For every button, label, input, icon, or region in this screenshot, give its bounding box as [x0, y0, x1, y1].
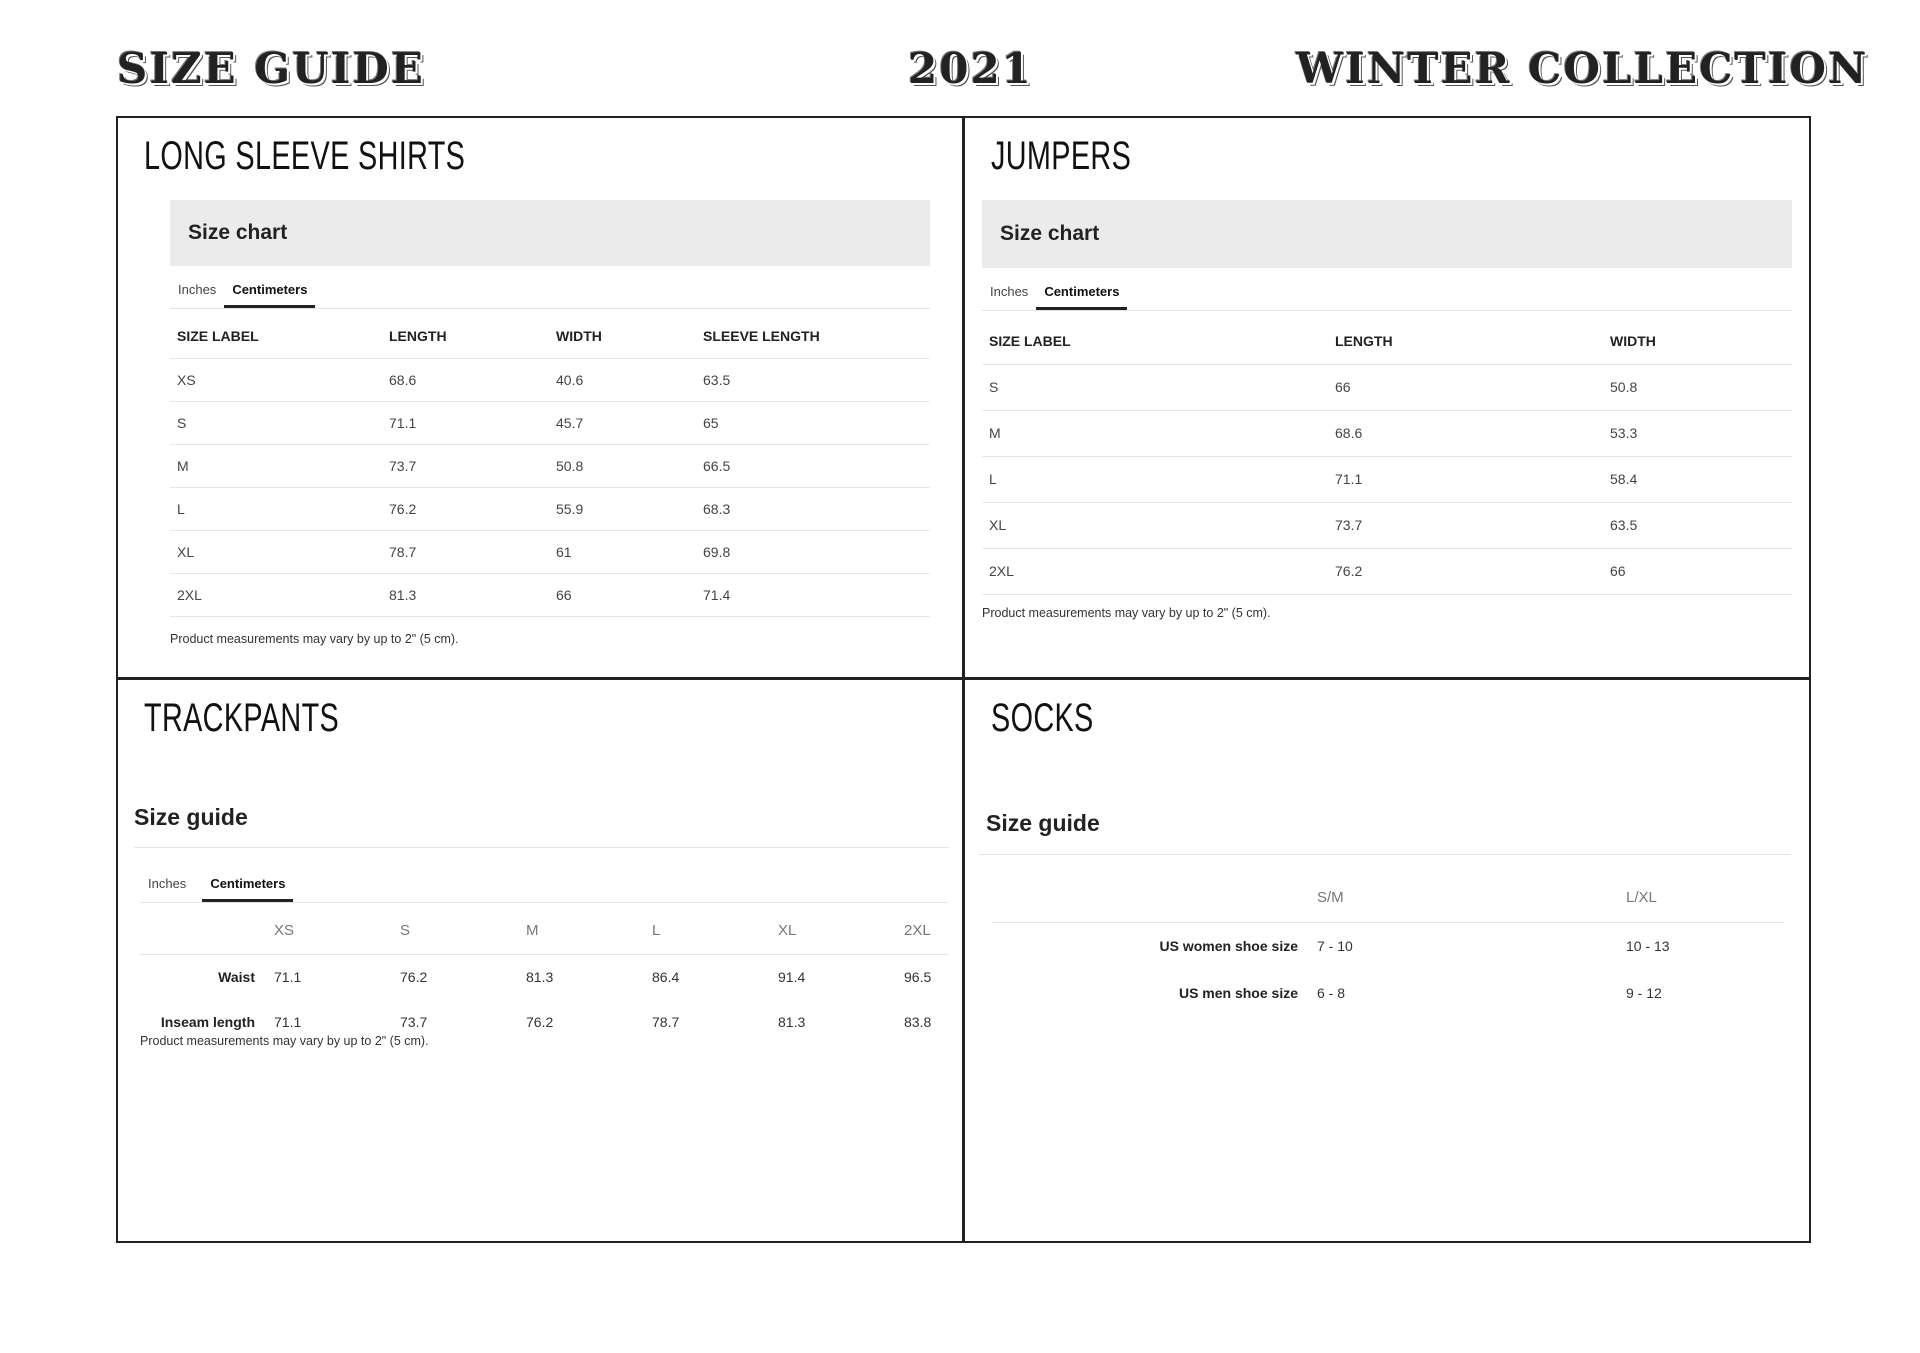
- table-row: [992, 969, 1784, 1016]
- table-cell: 66: [1328, 364, 1603, 410]
- table-cell: 45.7: [549, 401, 696, 444]
- table-cell: 81.3: [778, 1014, 806, 1030]
- header-year: 2021: [908, 44, 1033, 93]
- long-sleeve-chart-header: [170, 200, 930, 266]
- table-cell: 66: [1603, 548, 1792, 594]
- column-header: SIZE LABEL: [177, 328, 259, 345]
- table-cell: 68.6: [1328, 410, 1603, 456]
- table-cell: 81.3: [382, 573, 549, 616]
- table-cell: S: [170, 401, 382, 444]
- row-label: Inseam length: [160, 1014, 255, 1030]
- table-row: [170, 530, 930, 573]
- table-row: [170, 444, 930, 487]
- column-header: WIDTH: [1610, 333, 1656, 350]
- size-column-header: M: [526, 922, 539, 940]
- table-cell: 69.8: [696, 530, 930, 573]
- table-cell: 78.7: [652, 1014, 680, 1030]
- table-cell: 63.5: [1603, 502, 1792, 548]
- table-cell: M: [982, 410, 1328, 456]
- table-cell: 40.6: [549, 358, 696, 401]
- jumpers-section: [965, 118, 1811, 677]
- table-row: [982, 364, 1792, 410]
- table-cell: 68.6: [382, 358, 549, 401]
- tab-inches[interactable]: Inches: [178, 282, 217, 297]
- table-cell: 68.3: [696, 487, 930, 530]
- table-cell: XS: [170, 358, 382, 401]
- table-row: [992, 922, 1784, 969]
- socks-title: SOCKS: [991, 696, 1094, 740]
- divider: [979, 854, 1791, 855]
- column-header: SIZE LABEL: [989, 333, 1071, 350]
- table-cell: 73.7: [1328, 502, 1603, 548]
- table-cell: 65: [696, 401, 930, 444]
- table-cell: 6 - 8: [1317, 984, 1346, 1001]
- tab-inches[interactable]: Inches: [990, 284, 1029, 299]
- table-cell: 76.2: [526, 1014, 554, 1030]
- size-column-header: L/XL: [1626, 889, 1657, 907]
- column-header: LENGTH: [389, 328, 447, 345]
- jumpers-title: JUMPERS: [991, 134, 1132, 178]
- long-sleeve-section: [118, 118, 962, 677]
- size-column-header: S/M: [1317, 889, 1344, 907]
- row-label: US women shoe size: [1159, 937, 1298, 954]
- size-chart-label: Size chart: [188, 221, 288, 244]
- table-cell: 71.1: [382, 401, 549, 444]
- size-column-header: 2XL: [904, 922, 931, 940]
- header-collection: WINTER COLLECTION: [1296, 44, 1869, 93]
- table-cell: 76.2: [400, 969, 428, 986]
- tab-centimeters[interactable]: Centimeters: [202, 872, 293, 902]
- tab-centimeters[interactable]: Centimeters: [1036, 280, 1127, 310]
- table-cell: 96.5: [904, 969, 932, 986]
- tab-centimeters[interactable]: Centimeters: [224, 278, 315, 308]
- size-guide-grid: [116, 116, 1811, 1243]
- size-guide-label: Size guide: [986, 810, 1100, 836]
- size-column-header: XS: [274, 922, 295, 940]
- table-cell: 9 - 12: [1626, 984, 1662, 1001]
- size-guide-label: Size guide: [134, 804, 248, 830]
- table-cell: 7 - 10: [1317, 937, 1353, 954]
- tab-inches[interactable]: Inches: [148, 876, 187, 891]
- measurement-note: Product measurements may vary by up to 2" (5 cm).: [170, 632, 459, 646]
- table-cell: 86.4: [652, 969, 680, 986]
- column-header: LENGTH: [1335, 333, 1393, 350]
- table-cell: 50.8: [1603, 364, 1792, 410]
- table-row: [170, 573, 930, 616]
- table-cell: 91.4: [778, 969, 806, 986]
- table-row: [982, 456, 1792, 502]
- table-cell: XL: [170, 530, 382, 573]
- table-row: [982, 548, 1792, 594]
- table-cell: 73.7: [400, 1014, 428, 1030]
- table-row: [140, 954, 948, 1000]
- table-cell: 73.7: [382, 444, 549, 487]
- jumpers-size-table: [982, 319, 1792, 595]
- trackpants-section: [118, 680, 962, 1243]
- table-cell: 71.1: [1328, 456, 1603, 502]
- socks-size-table: [992, 874, 1784, 1016]
- divider: [134, 847, 949, 848]
- column-header: SLEEVE LENGTH: [703, 328, 820, 345]
- measurement-note: Product measurements may vary by up to 2" (5 cm).: [982, 606, 1271, 620]
- trackpants-title: TRACKPANTS: [144, 696, 340, 740]
- jumpers-unit-tabs: [982, 280, 1792, 311]
- column-header: WIDTH: [556, 328, 602, 345]
- table-cell: 61: [549, 530, 696, 573]
- size-column-header: S: [400, 922, 411, 940]
- table-cell: S: [982, 364, 1328, 410]
- table-cell: M: [170, 444, 382, 487]
- table-cell: 50.8: [549, 444, 696, 487]
- table-cell: 10 - 13: [1626, 937, 1670, 954]
- socks-section: [965, 680, 1811, 1243]
- size-chart-label: Size chart: [1000, 222, 1100, 245]
- table-cell: 71.1: [274, 1014, 302, 1030]
- trackpants-size-table: [140, 908, 948, 1044]
- table-cell: 2XL: [982, 548, 1328, 594]
- size-column-header: XL: [778, 922, 797, 940]
- table-cell: 58.4: [1603, 456, 1792, 502]
- table-row: [170, 487, 930, 530]
- trackpants-unit-tabs: [140, 872, 948, 903]
- measurement-note: Product measurements may vary by up to 2" (5 cm).: [140, 1034, 429, 1048]
- size-column-header: L: [652, 922, 661, 940]
- long-sleeve-size-table: [170, 315, 930, 617]
- table-cell: 2XL: [170, 573, 382, 616]
- table-cell: 78.7: [382, 530, 549, 573]
- header-size-guide: SIZE GUIDE: [117, 44, 425, 93]
- table-row: [170, 358, 930, 401]
- long-sleeve-unit-tabs: [170, 278, 930, 309]
- table-cell: 66.5: [696, 444, 930, 487]
- table-cell: 76.2: [1328, 548, 1603, 594]
- table-row: [170, 401, 930, 444]
- row-label: Waist: [218, 969, 255, 986]
- table-cell: 83.8: [904, 1014, 932, 1030]
- table-cell: 81.3: [526, 969, 554, 986]
- table-cell: 63.5: [696, 358, 930, 401]
- table-cell: 71.1: [274, 969, 302, 986]
- table-row: [982, 410, 1792, 456]
- table-cell: 55.9: [549, 487, 696, 530]
- table-cell: L: [170, 487, 382, 530]
- jumpers-chart-header: [982, 200, 1792, 268]
- table-cell: 66: [549, 573, 696, 616]
- table-row: [982, 502, 1792, 548]
- table-cell: 76.2: [382, 487, 549, 530]
- table-cell: XL: [982, 502, 1328, 548]
- table-cell: L: [982, 456, 1328, 502]
- row-label: US men shoe size: [1178, 984, 1298, 1001]
- long-sleeve-title: LONG SLEEVE SHIRTS: [144, 134, 466, 178]
- table-cell: 53.3: [1603, 410, 1792, 456]
- table-cell: 71.4: [696, 573, 930, 616]
